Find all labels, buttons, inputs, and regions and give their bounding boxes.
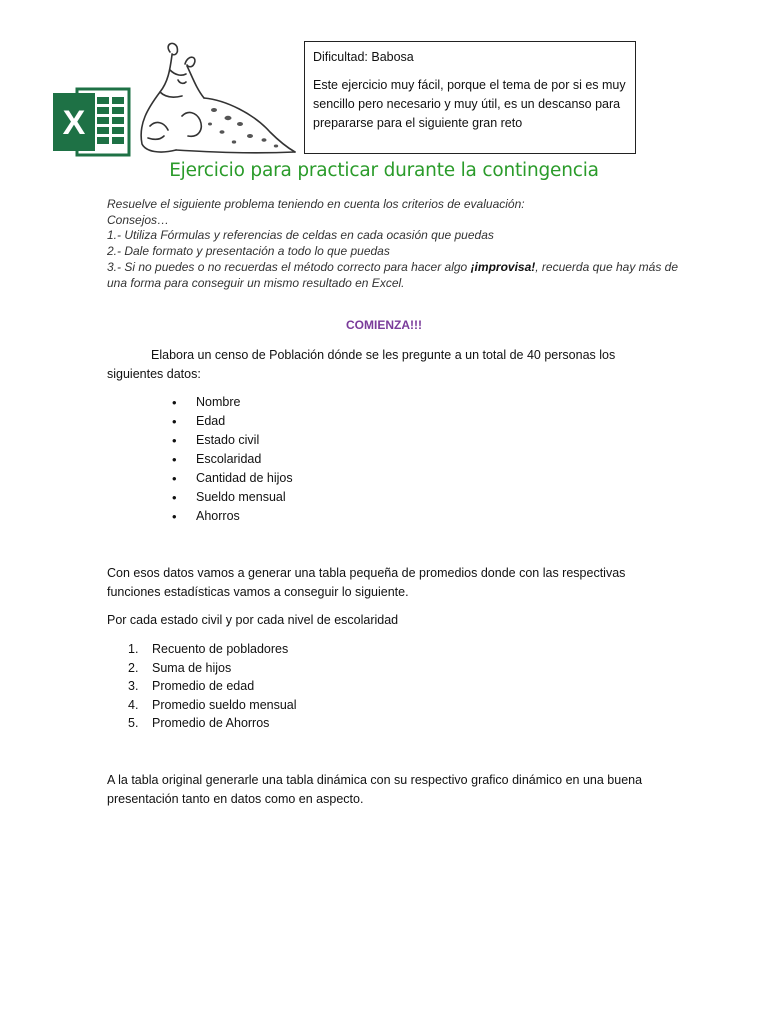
difficulty-label: Dificultad: Babosa xyxy=(313,50,414,64)
list-item: • Sueldo mensual xyxy=(172,488,293,507)
tip-3-emphasis: ¡improvisa! xyxy=(470,259,536,274)
paragraph-averages: Con esos datos vamos a generar una tabla pequeña de promedios donde con las respectivas funciones estadísticas vamos a conseguir lo siguiente. xyxy=(107,566,626,599)
list-number: 2. xyxy=(128,660,139,675)
list-item: • Edad xyxy=(172,412,293,431)
paragraph-pivot-table: A la tabla original generarle una tabla dinámica con su respectivo grafico dinámico en una buena presentación tanto en datos como en aspecto. xyxy=(107,773,643,806)
paragraph-grouping: Por cada estado civil y por cada nivel de escolaridad xyxy=(107,613,399,627)
list-item: • Cantidad de hijos xyxy=(172,469,293,488)
paragraph-census xyxy=(107,346,647,383)
intro-consejos: Consejos… xyxy=(107,212,170,227)
tip-3-start: 3.- Si no puedes o no recuerdas el método correcto para hacer algo xyxy=(107,259,471,274)
tip-2: 2.- Dale formato y presentación a todo lo que puedas xyxy=(107,244,390,259)
section-heading-comienza: COMIENZA!!! xyxy=(346,318,422,332)
difficulty-box xyxy=(304,41,636,154)
paragraph-census-text: Elabora un censo de Población dónde se les pregunte a un total de 40 personas los siguientes datos: xyxy=(107,348,616,381)
excel-logo-icon xyxy=(53,87,131,157)
list-item xyxy=(128,677,297,696)
tip-1: 1.- Utiliza Fórmulas y referencias de celdas en cada ocasión que puedas xyxy=(107,228,494,243)
list-number: 1. xyxy=(128,642,139,656)
list-number: 3. xyxy=(128,679,139,693)
list-text: Promedio de edad xyxy=(152,679,255,693)
list-number: 5. xyxy=(128,716,139,730)
excel-logo-letter: X xyxy=(62,104,86,142)
list-item: • Escolaridad xyxy=(172,450,293,469)
intro-block xyxy=(107,197,687,291)
data-fields-list xyxy=(172,393,293,526)
list-item xyxy=(128,714,297,733)
statistics-list xyxy=(128,640,297,733)
difficulty-description: Este ejercicio muy fácil, porque el tema de por si es muy sencillo pero necesario y muy útil, es un descanso para prepararse para el siguiente gran reto xyxy=(313,78,626,130)
list-text: Recuento de pobladores xyxy=(152,642,289,656)
tip-3-end: , recuerda que hay más de una forma para conseguir un mismo resultado en Excel. xyxy=(107,259,679,290)
page-title: Ejercicio para practicar durante la contingencia xyxy=(169,160,599,181)
list-item: • Estado civil xyxy=(172,431,293,450)
intro-line: Resuelve el siguiente problema teniendo en cuenta los criterios de evaluación: xyxy=(107,197,525,211)
tip-3 xyxy=(107,260,687,291)
slug-illustration-icon xyxy=(130,40,300,158)
list-item: • Ahorros xyxy=(172,507,293,526)
list-text: Promedio sueldo mensual xyxy=(152,697,297,712)
list-item: • Nombre xyxy=(172,393,293,412)
list-text: Suma de hijos xyxy=(152,660,232,675)
list-number: 4. xyxy=(128,697,139,712)
list-item xyxy=(128,659,297,678)
list-item xyxy=(128,640,297,659)
list-text: Promedio de Ahorros xyxy=(152,716,270,730)
list-item xyxy=(128,696,297,715)
